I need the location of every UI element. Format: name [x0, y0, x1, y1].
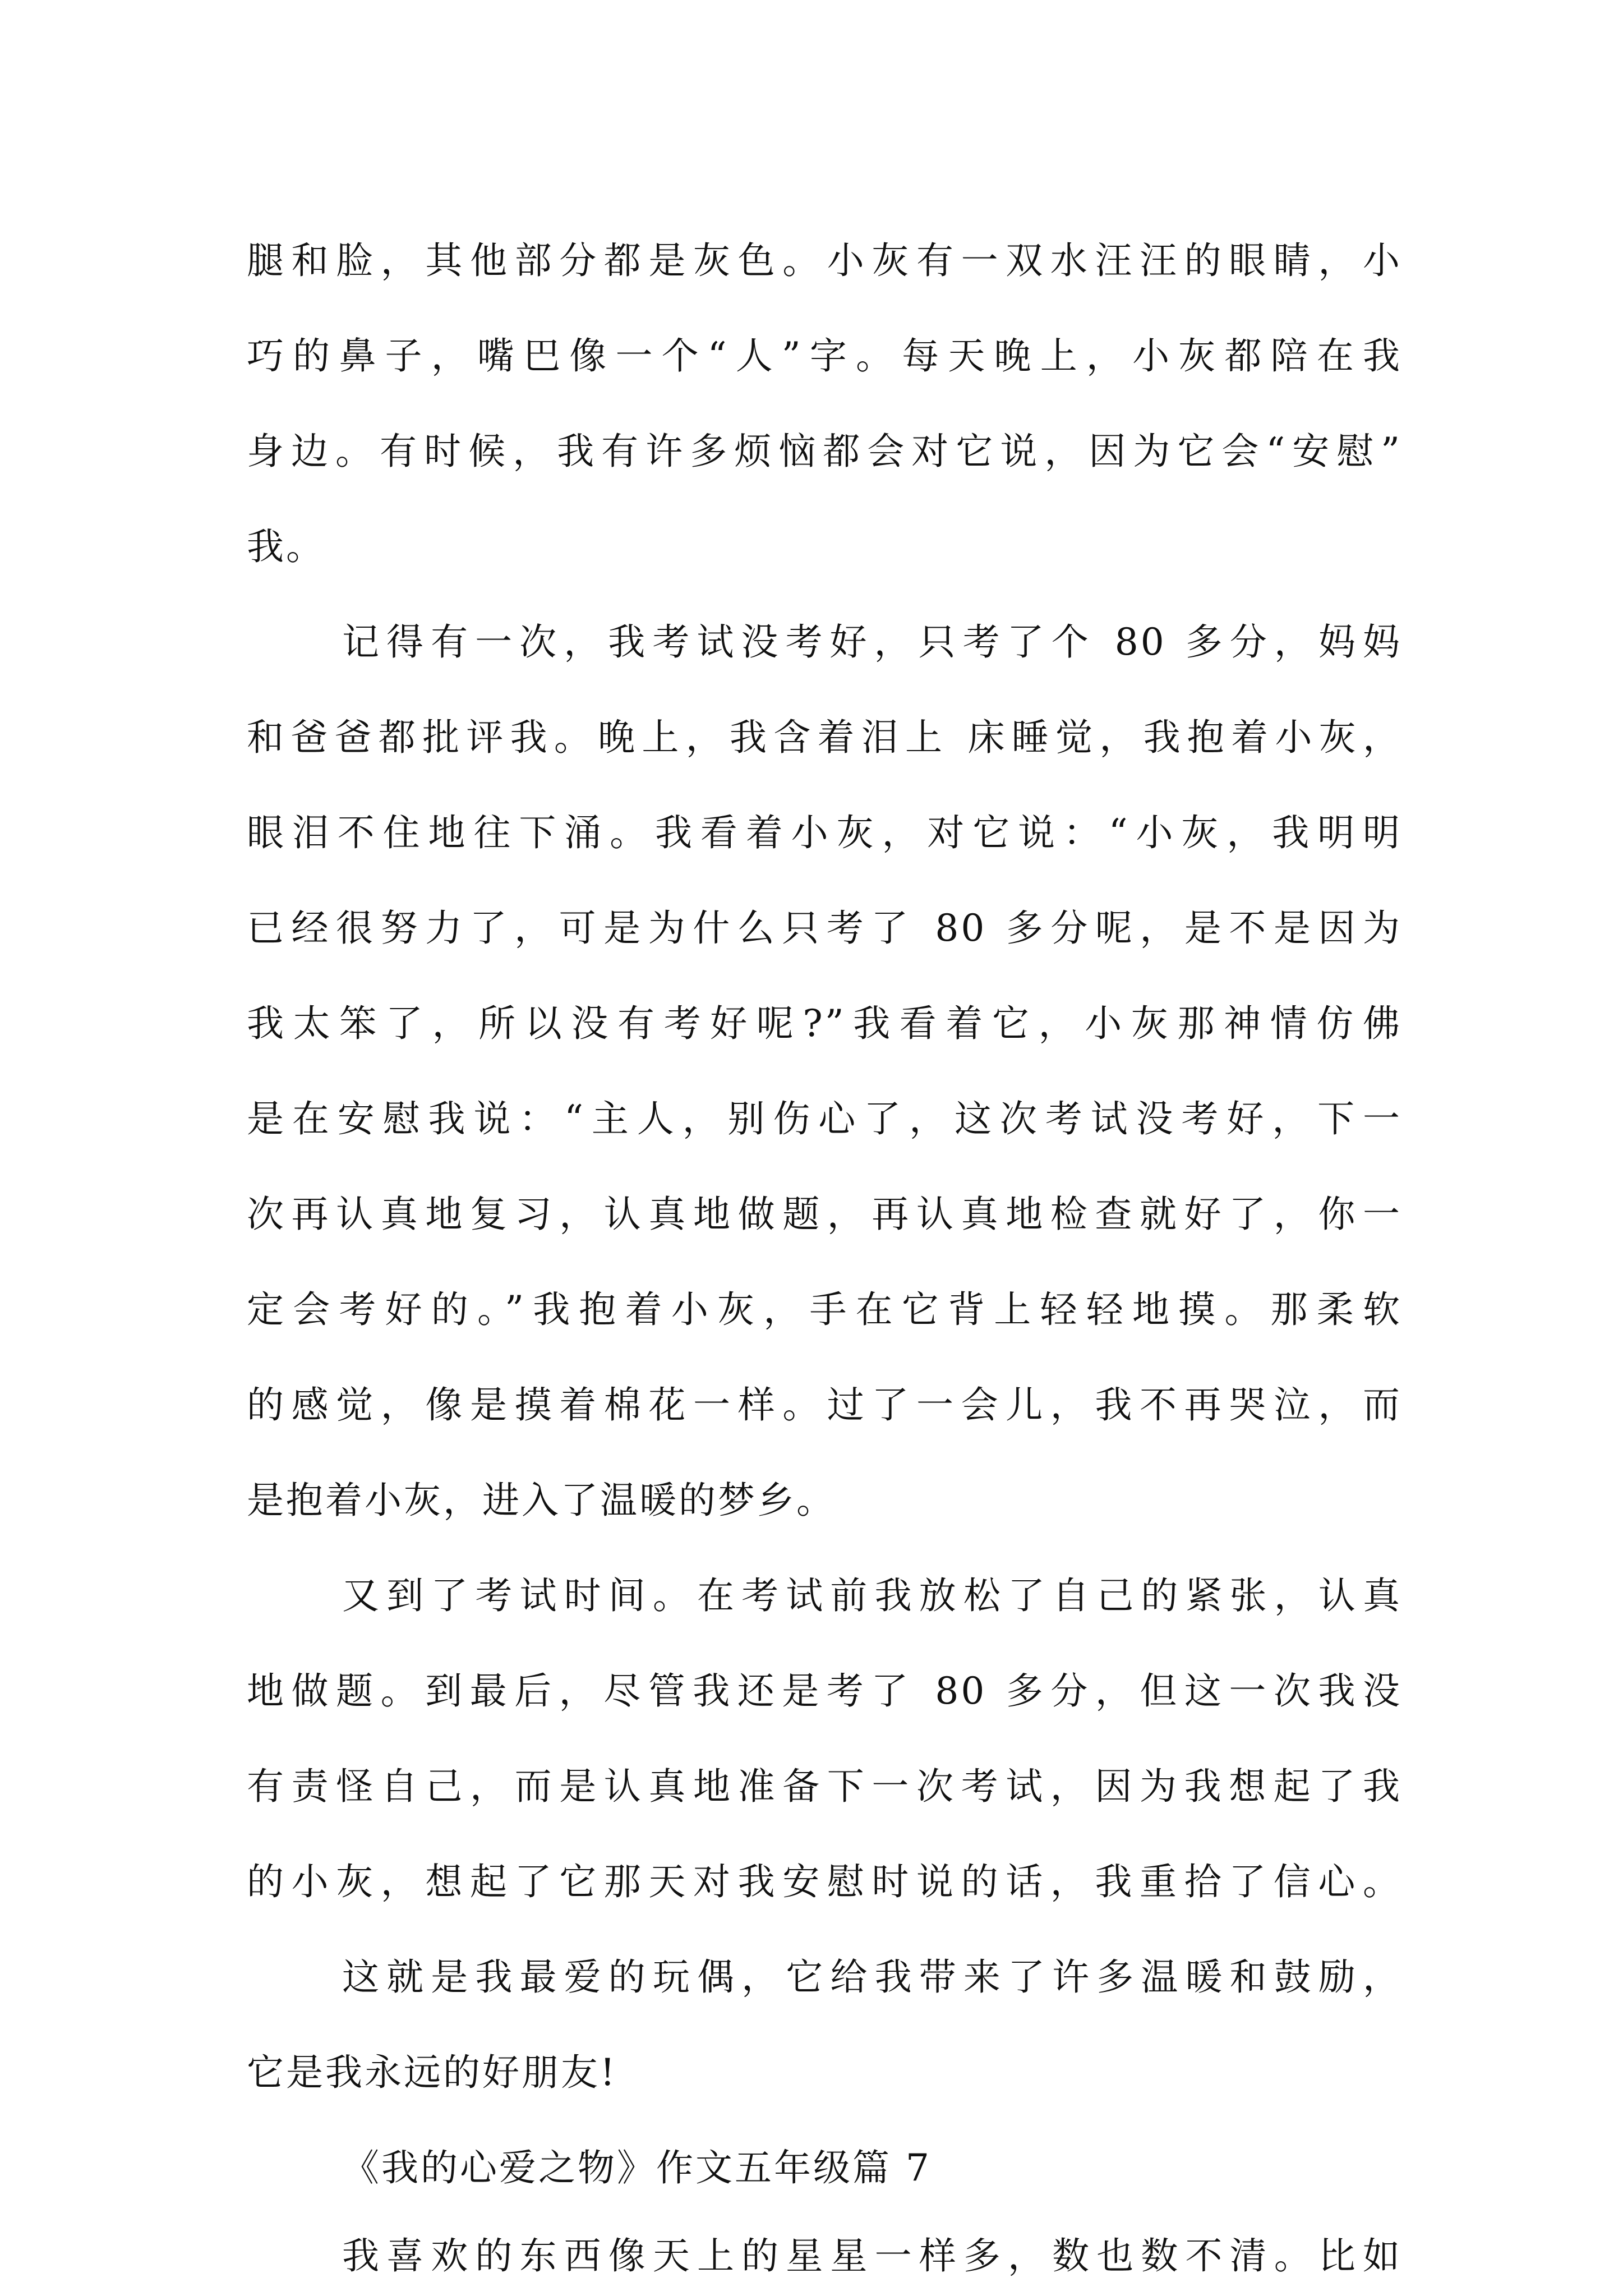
- text-line: 地做题。到最后，尽管我还是考了 80 多分，但这一次我没: [247, 1669, 1402, 1713]
- text-line: 和爸爸都批评我。晚上，我含着泪上 床睡觉，我抱着小灰，: [247, 716, 1402, 759]
- text-line: 的感觉，像是摸着棉花一样。过了一会儿，我不再哭泣，而: [247, 1383, 1402, 1427]
- text-line: 有责怪自己，而是认真地准备下一次考试，因为我想起了我: [247, 1765, 1402, 1808]
- text-line: 腿和脸，其他部分都是灰色。小灰有一双水汪汪的眼睛，小: [247, 239, 1402, 282]
- paragraph-first-line: 这就是我最爱的玩偶，它给我带来了许多温暖和鼓励，: [342, 1955, 1402, 1999]
- text-line: 我太笨了，所以没有考好呢?”我看着它，小灰那神情仿佛: [247, 1002, 1402, 1045]
- text-line: 是在安慰我说：“主人，别伤心了，这次考试没考好，下一: [247, 1097, 1402, 1140]
- text-line: 次再认真地复习，认真地做题，再认真地检查就好了，你一: [247, 1193, 1402, 1236]
- paragraph-first-line: 又到了考试时间。在考试前我放松了自己的紧张，认真: [342, 1574, 1402, 1617]
- text-line: 巧的鼻子，嘴巴像一个“人”字。每天晚上，小灰都陪在我: [247, 334, 1402, 378]
- text-line: 我。: [247, 525, 325, 568]
- section-heading: 《我的心爱之物》作文五年级篇 7: [342, 2146, 932, 2189]
- text-line: 定会考好的。”我抱着小灰，手在它背上轻轻地摸。那柔软: [247, 1288, 1402, 1331]
- paragraph-first-line: 记得有一次，我考试没考好，只考了个 80 多分，妈妈: [342, 620, 1402, 664]
- text-line: 它是我永远的好朋友!: [247, 2051, 617, 2094]
- text-line: 的小灰，想起了它那天对我安慰时说的话，我重拾了信心。: [247, 1860, 1402, 1903]
- text-line: 是抱着小灰，进入了温暖的梦乡。: [247, 1479, 836, 1522]
- text-line: 眼泪不住地往下涌。我看着小灰，对它说：“小灰，我明明: [247, 811, 1402, 854]
- text-line: 已经很努力了，可是为什么只考了 80 多分呢，是不是因为: [247, 907, 1402, 950]
- paragraph-first-line: 我喜欢的东西像天上的星星一样多，数也数不清。比如: [342, 2234, 1402, 2277]
- text-line: 身边。有时候，我有许多烦恼都会对它说，因为它会“安慰”: [247, 430, 1402, 473]
